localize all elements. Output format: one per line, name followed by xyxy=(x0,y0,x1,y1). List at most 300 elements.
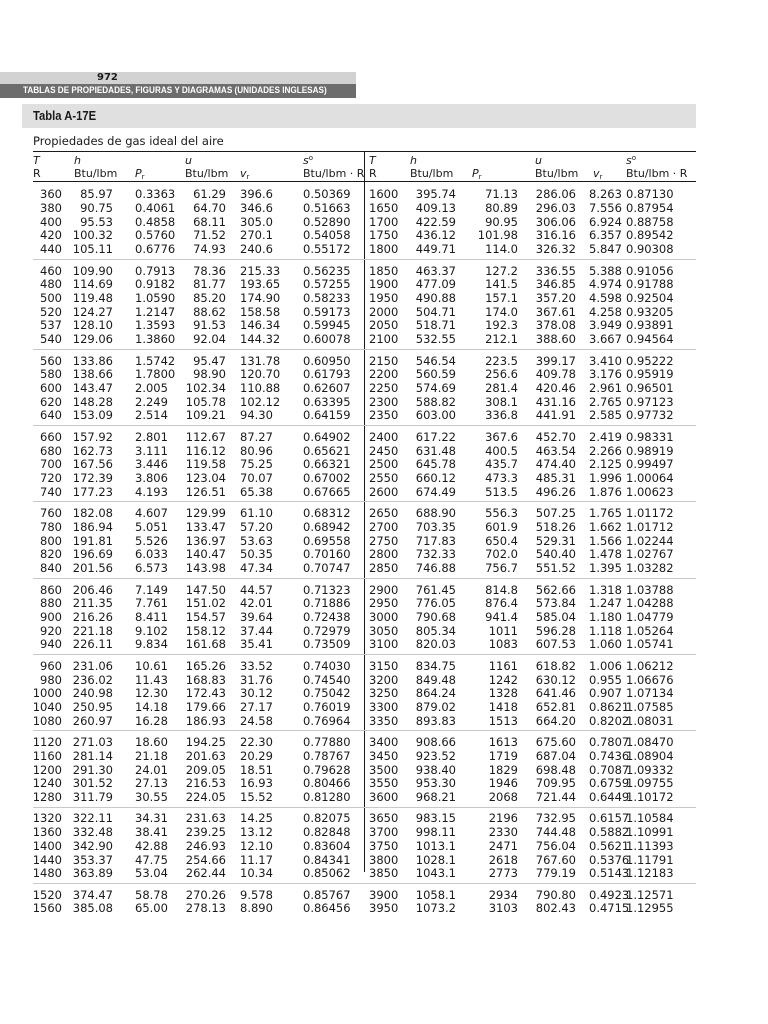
cell-h-left: 85.97 xyxy=(80,187,113,202)
cell-vr-right: 2.961 xyxy=(589,381,622,395)
header-s-right: $s^o$ xyxy=(626,154,637,167)
cell-h-right: 968.21 xyxy=(415,789,456,804)
cell-vr-left: 110.88 xyxy=(240,381,281,395)
cell-Pr-left: 0.6776 xyxy=(135,242,176,257)
cell-so-left: 0.86456 xyxy=(303,901,351,916)
cell-h-right: 820.03 xyxy=(415,637,456,652)
cell-Pr-left: 24.01 xyxy=(135,762,168,777)
cell-so-left: 0.69558 xyxy=(303,533,351,548)
cell-Pr-left: 0.4061 xyxy=(135,201,176,215)
group-separator xyxy=(33,349,696,350)
cell-u-right: 316.16 xyxy=(535,228,576,243)
cell-so-left: 0.76019 xyxy=(303,699,351,714)
cell-T-right: 1950 xyxy=(369,291,399,305)
cell-so-left: 0.54058 xyxy=(303,228,351,243)
cell-u-right: 420.46 xyxy=(535,381,576,395)
cell-T-right: 3900 xyxy=(369,887,399,902)
cell-T-left: 900 xyxy=(40,609,62,624)
cell-Pr-right: 256.6 xyxy=(485,367,518,382)
cell-so-left: 0.59173 xyxy=(303,304,351,319)
header-u-left: u xyxy=(185,154,192,167)
cell-u-left: 85.20 xyxy=(193,291,226,305)
cell-Pr-right: 157.1 xyxy=(485,291,518,305)
cell-u-right: 596.28 xyxy=(535,623,576,638)
cell-h-left: 182.08 xyxy=(72,506,113,521)
cell-h-left: 128.10 xyxy=(72,318,113,333)
cell-T-left: 800 xyxy=(40,533,62,548)
cell-so-left: 0.85062 xyxy=(303,866,351,881)
cell-so-left: 0.70747 xyxy=(303,561,351,575)
cell-Pr-left: 3.111 xyxy=(135,443,168,458)
cell-u-left: 88.62 xyxy=(193,304,226,319)
cell-u-right: 507.25 xyxy=(535,506,576,521)
cell-T-left: 500 xyxy=(40,291,62,305)
cell-so-right: 1.03282 xyxy=(626,561,674,575)
cell-h-left: 260.97 xyxy=(72,713,113,728)
cell-h-right: 1058.1 xyxy=(415,887,456,902)
cell-so-left: 0.71886 xyxy=(303,596,351,611)
cell-Pr-left: 0.4858 xyxy=(135,214,176,229)
cell-Pr-right: 756.7 xyxy=(485,561,518,575)
cell-vr-right: 0.8202 xyxy=(589,713,630,728)
cell-u-left: 151.02 xyxy=(185,596,226,611)
cell-so-left: 0.57255 xyxy=(303,277,351,292)
cell-h-right: 409.13 xyxy=(415,201,456,215)
cell-u-right: 630.12 xyxy=(535,672,576,687)
cell-T-left: 760 xyxy=(40,506,62,521)
cell-vr-left: 174.90 xyxy=(240,291,281,305)
cell-h-right: 776.05 xyxy=(415,596,456,611)
cell-u-left: 231.63 xyxy=(185,811,226,826)
cell-T-left: 1040 xyxy=(32,699,62,714)
cell-u-right: 409.78 xyxy=(535,367,576,382)
cell-u-right: 779.19 xyxy=(535,866,576,881)
cell-h-right: 703.35 xyxy=(415,519,456,534)
cell-u-left: 109.21 xyxy=(185,408,226,423)
cell-Pr-right: 1418 xyxy=(488,699,518,714)
cell-so-left: 0.74540 xyxy=(303,672,351,687)
cell-h-left: 186.94 xyxy=(72,519,113,534)
cell-T-right: 2000 xyxy=(369,304,399,319)
cell-T-right: 1800 xyxy=(369,242,399,257)
cell-T-left: 620 xyxy=(40,394,62,409)
cell-T-right: 2250 xyxy=(369,381,399,395)
cell-T-left: 600 xyxy=(40,381,62,395)
cell-u-left: 61.29 xyxy=(193,187,226,202)
cell-u-right: 336.55 xyxy=(535,263,576,278)
cell-T-left: 980 xyxy=(40,672,62,687)
cell-so-right: 0.97123 xyxy=(626,394,674,409)
header-h-unit-right: Btu/lbm xyxy=(410,167,454,180)
cell-T-left: 820 xyxy=(40,547,62,562)
cell-h-right: 732.33 xyxy=(415,547,456,562)
cell-so-right: 1.08470 xyxy=(626,735,674,750)
cell-so-right: 1.08031 xyxy=(626,713,674,728)
header-h-left: h xyxy=(74,154,81,167)
cell-h-left: 271.03 xyxy=(72,735,113,750)
cell-u-right: 551.52 xyxy=(535,561,576,575)
cell-Pr-right: 1328 xyxy=(488,686,518,701)
cell-T-right: 3100 xyxy=(369,637,399,652)
cell-so-left: 0.78767 xyxy=(303,748,351,763)
cell-u-right: 767.60 xyxy=(535,852,576,867)
cell-T-left: 700 xyxy=(40,457,62,472)
cell-Pr-right: 367.6 xyxy=(485,429,518,444)
cell-h-left: 95.53 xyxy=(80,214,113,229)
cell-u-left: 68.11 xyxy=(193,214,226,229)
cell-h-left: 196.69 xyxy=(72,547,113,562)
cell-T-right: 1750 xyxy=(369,228,399,243)
page-number-bar xyxy=(0,72,356,84)
cell-vr-left: 30.12 xyxy=(240,686,273,701)
cell-h-right: 746.88 xyxy=(415,561,456,575)
cell-T-left: 1240 xyxy=(32,776,62,791)
cell-Pr-left: 1.3593 xyxy=(135,318,176,333)
cell-u-right: 388.60 xyxy=(535,332,576,347)
cell-Pr-right: 1946 xyxy=(488,776,518,791)
cell-vr-right: 5.847 xyxy=(589,242,622,257)
cell-h-left: 301.52 xyxy=(72,776,113,791)
cell-u-left: 81.77 xyxy=(193,277,226,292)
cell-so-right: 1.09332 xyxy=(626,762,674,777)
cell-h-left: 250.95 xyxy=(72,699,113,714)
cell-vr-right: 2.125 xyxy=(589,457,622,472)
cell-so-right: 0.98919 xyxy=(626,443,674,458)
cell-T-right: 2850 xyxy=(369,561,399,575)
cell-T-right: 1850 xyxy=(369,263,399,278)
cell-T-right: 3700 xyxy=(369,825,399,840)
cell-vr-left: 20.29 xyxy=(240,748,273,763)
cell-vr-left: 131.78 xyxy=(240,353,281,368)
cell-T-left: 720 xyxy=(40,471,62,485)
cell-h-right: 422.59 xyxy=(415,214,456,229)
cell-h-left: 90.75 xyxy=(80,201,113,215)
cell-T-right: 2500 xyxy=(369,457,399,472)
cell-u-right: 441.91 xyxy=(535,408,576,423)
cell-Pr-right: 3103 xyxy=(488,901,518,916)
cell-Pr-left: 1.7800 xyxy=(135,367,176,382)
cell-so-right: 0.98331 xyxy=(626,429,674,444)
header-u-unit-right: Btu/lbm xyxy=(535,167,579,180)
cell-Pr-left: 21.18 xyxy=(135,748,168,763)
cell-h-right: 504.71 xyxy=(415,304,456,319)
cell-T-right: 3250 xyxy=(369,686,399,701)
cell-T-right: 2550 xyxy=(369,471,399,485)
cell-so-left: 0.58233 xyxy=(303,291,351,305)
cell-u-left: 186.93 xyxy=(185,713,226,728)
cell-Pr-right: 127.2 xyxy=(485,263,518,278)
cell-T-right: 2800 xyxy=(369,547,399,562)
cell-so-right: 0.87130 xyxy=(626,187,674,202)
cell-h-left: 226.11 xyxy=(72,637,113,652)
cell-h-right: 834.75 xyxy=(415,658,456,673)
cell-T-left: 420 xyxy=(40,228,62,243)
cell-h-right: 449.71 xyxy=(415,242,456,257)
cell-vr-right: 1.996 xyxy=(589,471,622,485)
cell-Pr-right: 814.8 xyxy=(485,582,518,597)
cell-h-left: 119.48 xyxy=(72,291,113,305)
cell-vr-left: 9.578 xyxy=(240,887,273,902)
cell-h-left: 105.11 xyxy=(72,242,113,257)
cell-u-left: 129.99 xyxy=(185,506,226,521)
cell-h-left: 133.86 xyxy=(72,353,113,368)
cell-vr-right: 0.7807 xyxy=(589,735,630,750)
cell-h-right: 717.83 xyxy=(415,533,456,548)
cell-vr-left: 8.890 xyxy=(240,901,273,916)
cell-T-left: 537 xyxy=(40,318,62,333)
cell-T-left: 940 xyxy=(40,637,62,652)
cell-u-right: 744.48 xyxy=(535,825,576,840)
header-u-unit-left: Btu/lbm xyxy=(185,167,229,180)
cell-u-right: 709.95 xyxy=(535,776,576,791)
cell-Pr-left: 2.801 xyxy=(135,429,168,444)
cell-Pr-left: 5.526 xyxy=(135,533,168,548)
cell-h-left: 216.26 xyxy=(72,609,113,624)
cell-vr-left: 24.58 xyxy=(240,713,273,728)
cell-T-left: 920 xyxy=(40,623,62,638)
cell-T-right: 3600 xyxy=(369,789,399,804)
cell-so-left: 0.81280 xyxy=(303,789,351,804)
cell-so-left: 0.72979 xyxy=(303,623,351,638)
cell-T-left: 1160 xyxy=(32,748,62,763)
cell-h-right: 560.59 xyxy=(415,367,456,382)
cell-vr-right: 0.4715 xyxy=(589,901,630,916)
group-separator xyxy=(33,807,696,808)
cell-Pr-right: 101.98 xyxy=(477,228,518,243)
cell-h-left: 211.35 xyxy=(72,596,113,611)
cell-vr-right: 3.176 xyxy=(589,367,622,382)
cell-u-left: 95.47 xyxy=(193,353,226,368)
cell-h-left: 138.66 xyxy=(72,367,113,382)
cell-vr-right: 0.4923 xyxy=(589,887,630,902)
cell-h-left: 162.73 xyxy=(72,443,113,458)
cell-T-left: 540 xyxy=(40,332,62,347)
table-title-bar xyxy=(22,104,696,128)
cell-h-left: 153.09 xyxy=(72,408,113,423)
cell-vr-right: 1.566 xyxy=(589,533,622,548)
cell-u-right: 652.81 xyxy=(535,699,576,714)
header-s-unit-left: Btu/lbm · R xyxy=(303,167,365,180)
cell-so-left: 0.77880 xyxy=(303,735,351,750)
cell-vr-left: 12.10 xyxy=(240,838,273,853)
cell-T-right: 3550 xyxy=(369,776,399,791)
cell-T-right: 1900 xyxy=(369,277,399,292)
cell-vr-right: 0.5621 xyxy=(589,838,630,853)
cell-u-left: 147.50 xyxy=(185,582,226,597)
cell-so-right: 1.07134 xyxy=(626,686,674,701)
cell-h-left: 100.32 xyxy=(72,228,113,243)
cell-u-left: 254.66 xyxy=(185,852,226,867)
cell-vr-right: 2.765 xyxy=(589,394,622,409)
cell-h-right: 518.71 xyxy=(415,318,456,333)
cell-T-left: 860 xyxy=(40,582,62,597)
cell-u-left: 262.44 xyxy=(185,866,226,881)
cell-u-right: 378.08 xyxy=(535,318,576,333)
cell-h-right: 688.90 xyxy=(415,506,456,521)
cell-h-right: 849.48 xyxy=(415,672,456,687)
cell-Pr-right: 2471 xyxy=(488,838,518,853)
cell-Pr-left: 2.514 xyxy=(135,408,168,423)
cell-h-left: 332.48 xyxy=(72,825,113,840)
cell-vr-left: 240.6 xyxy=(240,242,273,257)
cell-so-right: 0.88758 xyxy=(626,214,674,229)
cell-Pr-right: 2618 xyxy=(488,852,518,867)
cell-u-right: 721.44 xyxy=(535,789,576,804)
cell-h-left: 109.90 xyxy=(72,263,113,278)
cell-vr-right: 2.419 xyxy=(589,429,622,444)
cell-vr-left: 10.34 xyxy=(240,866,273,881)
cell-so-left: 0.55172 xyxy=(303,242,351,257)
cell-T-right: 2650 xyxy=(369,506,399,521)
cell-Pr-left: 47.75 xyxy=(135,852,168,867)
cell-vr-right: 0.5376 xyxy=(589,852,630,867)
cell-vr-right: 0.7436 xyxy=(589,748,630,763)
cell-so-right: 0.97732 xyxy=(626,408,674,423)
cell-Pr-right: 400.5 xyxy=(485,443,518,458)
cell-T-right: 3450 xyxy=(369,748,399,763)
cell-vr-left: 42.01 xyxy=(240,596,273,611)
cell-Pr-left: 4.607 xyxy=(135,506,168,521)
cell-vr-left: 215.33 xyxy=(240,263,281,278)
cell-u-left: 179.66 xyxy=(185,699,226,714)
cell-Pr-right: 2934 xyxy=(488,887,518,902)
cell-vr-left: 270.1 xyxy=(240,228,273,243)
cell-u-right: 675.60 xyxy=(535,735,576,750)
cell-so-right: 0.94564 xyxy=(626,332,674,347)
cell-T-left: 580 xyxy=(40,367,62,382)
cell-Pr-right: 650.4 xyxy=(485,533,518,548)
group-separator xyxy=(33,883,696,884)
cell-u-left: 98.90 xyxy=(193,367,226,382)
cell-vr-right: 0.6449 xyxy=(589,789,630,804)
cell-Pr-left: 6.573 xyxy=(135,561,168,575)
cell-vr-left: 80.96 xyxy=(240,443,273,458)
cell-h-right: 998.11 xyxy=(415,825,456,840)
cell-so-right: 1.00064 xyxy=(626,471,674,485)
cell-so-right: 1.11393 xyxy=(626,838,674,853)
header-h-right: h xyxy=(410,154,417,167)
cell-so-right: 1.06212 xyxy=(626,658,674,673)
cell-h-right: 805.34 xyxy=(415,623,456,638)
cell-so-left: 0.59945 xyxy=(303,318,351,333)
cell-vr-left: 14.25 xyxy=(240,811,273,826)
group-separator xyxy=(33,730,696,731)
cell-so-right: 1.04779 xyxy=(626,609,674,624)
cell-h-left: 177.23 xyxy=(72,484,113,499)
cell-vr-right: 5.388 xyxy=(589,263,622,278)
cell-Pr-right: 702.0 xyxy=(485,547,518,562)
cell-so-right: 1.11791 xyxy=(626,852,674,867)
cell-u-left: 158.12 xyxy=(185,623,226,638)
cell-so-right: 0.93891 xyxy=(626,318,674,333)
cell-vr-right: 4.974 xyxy=(589,277,622,292)
cell-so-left: 0.75042 xyxy=(303,686,351,701)
cell-so-right: 0.99497 xyxy=(626,457,674,472)
cell-Pr-right: 1161 xyxy=(488,658,518,673)
cell-T-right: 3200 xyxy=(369,672,399,687)
cell-u-right: 529.31 xyxy=(535,533,576,548)
cell-u-right: 540.40 xyxy=(535,547,576,562)
cell-h-left: 114.69 xyxy=(72,277,113,292)
cell-h-right: 463.37 xyxy=(415,263,456,278)
cell-h-left: 236.02 xyxy=(72,672,113,687)
cell-so-right: 1.02244 xyxy=(626,533,674,548)
cell-so-right: 0.95919 xyxy=(626,367,674,382)
cell-vr-left: 120.70 xyxy=(240,367,281,382)
cell-h-left: 191.81 xyxy=(72,533,113,548)
cell-T-right: 2950 xyxy=(369,596,399,611)
cell-h-left: 240.98 xyxy=(72,686,113,701)
cell-h-left: 363.89 xyxy=(72,866,113,881)
cell-h-left: 129.06 xyxy=(72,332,113,347)
cell-so-left: 0.74030 xyxy=(303,658,351,673)
cell-so-left: 0.67002 xyxy=(303,471,351,485)
cell-u-left: 136.97 xyxy=(185,533,226,548)
cell-u-right: 485.31 xyxy=(535,471,576,485)
cell-h-left: 322.11 xyxy=(72,811,113,826)
cell-h-right: 588.82 xyxy=(415,394,456,409)
cell-Pr-right: 308.1 xyxy=(485,394,518,409)
cell-so-right: 1.05741 xyxy=(626,637,674,652)
cell-so-right: 1.03788 xyxy=(626,582,674,597)
cell-T-right: 2400 xyxy=(369,429,399,444)
cell-h-left: 291.30 xyxy=(72,762,113,777)
cell-T-left: 1320 xyxy=(32,811,62,826)
cell-so-right: 1.00623 xyxy=(626,484,674,499)
cell-T-left: 1200 xyxy=(32,762,62,777)
cell-T-right: 3500 xyxy=(369,762,399,777)
cell-Pr-right: 1829 xyxy=(488,762,518,777)
cell-Pr-left: 34.31 xyxy=(135,811,168,826)
cell-so-left: 0.61793 xyxy=(303,367,351,382)
cell-u-left: 168.83 xyxy=(185,672,226,687)
cell-u-right: 607.53 xyxy=(535,637,576,652)
cell-vr-right: 1.180 xyxy=(589,609,622,624)
cell-vr-right: 3.949 xyxy=(589,318,622,333)
cell-u-left: 64.70 xyxy=(193,201,226,215)
cell-vr-right: 1.247 xyxy=(589,596,622,611)
cell-T-left: 480 xyxy=(40,277,62,292)
cell-vr-left: 57.20 xyxy=(240,519,273,534)
cell-Pr-left: 2.249 xyxy=(135,394,168,409)
header-Pr-left: $P_r$ xyxy=(135,167,145,181)
cell-h-left: 124.27 xyxy=(72,304,113,319)
cell-T-right: 3800 xyxy=(369,852,399,867)
cell-T-right: 3400 xyxy=(369,735,399,750)
cell-vr-right: 3.667 xyxy=(589,332,622,347)
cell-u-left: 165.26 xyxy=(185,658,226,673)
cell-T-left: 780 xyxy=(40,519,62,534)
cell-T-left: 1560 xyxy=(32,901,62,916)
cell-u-right: 357.20 xyxy=(535,291,576,305)
cell-vr-left: 65.38 xyxy=(240,484,273,499)
cell-T-right: 3300 xyxy=(369,699,399,714)
cell-so-right: 1.02767 xyxy=(626,547,674,562)
cell-u-right: 664.20 xyxy=(535,713,576,728)
cell-u-right: 756.04 xyxy=(535,838,576,853)
cell-vr-left: 11.17 xyxy=(240,852,273,867)
cell-vr-left: 94.30 xyxy=(240,408,273,423)
cell-Pr-right: 1613 xyxy=(488,735,518,750)
cell-vr-right: 0.6157 xyxy=(589,811,630,826)
cell-h-right: 660.12 xyxy=(415,471,456,485)
cell-Pr-left: 2.005 xyxy=(135,381,168,395)
cell-h-left: 353.37 xyxy=(72,852,113,867)
cell-T-right: 3650 xyxy=(369,811,399,826)
cell-Pr-left: 6.033 xyxy=(135,547,168,562)
cell-vr-right: 4.258 xyxy=(589,304,622,319)
cell-h-right: 631.48 xyxy=(415,443,456,458)
